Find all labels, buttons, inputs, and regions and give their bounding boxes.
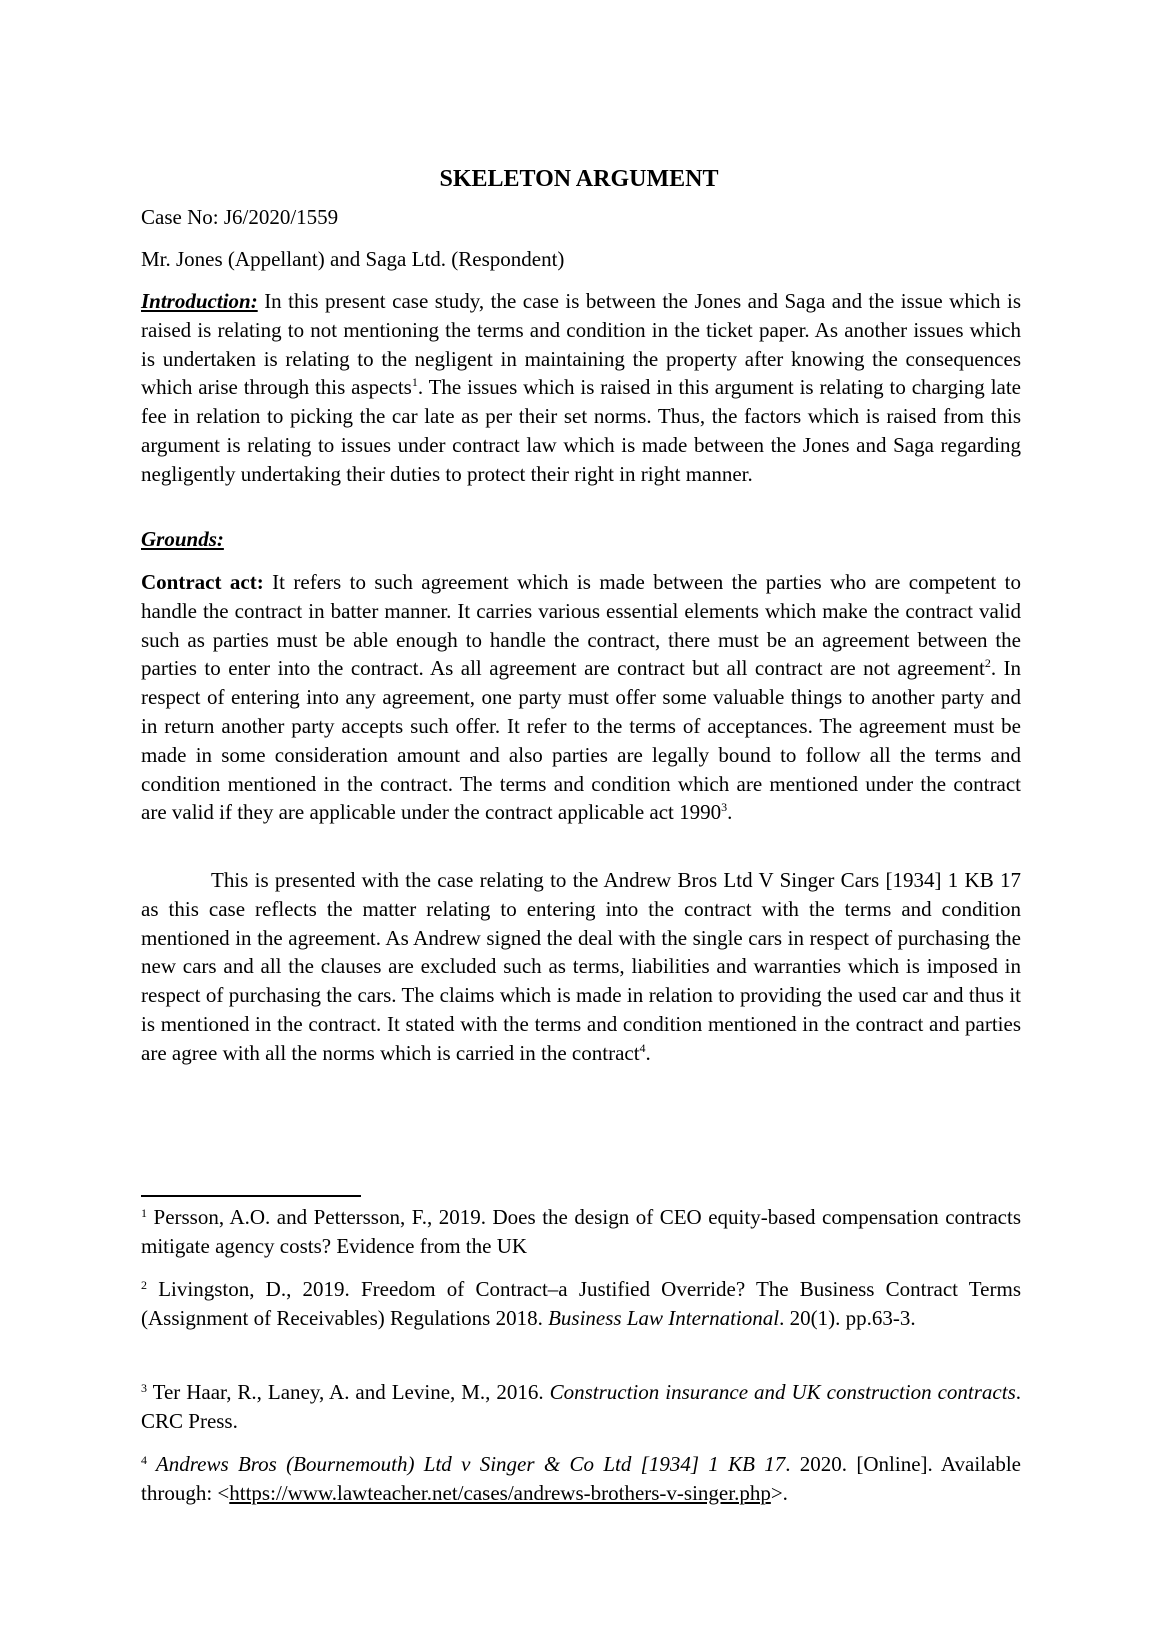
case-paragraph-end: . xyxy=(645,1040,651,1065)
case-paragraph-text: This is presented with the case relating to the Andrew Bros Ltd V Singer Cars [1934] 1 KB 17 as this case reflects the matter relating to entering into the contract with the terms and condition mentioned in the agreement. As Andrew signed the deal with the single cars in respect of purchasing the new cars and all the clauses are excluded such as terms, liabilities and warranties which is imposed in respect of purchasing the cars. The claims which is made in relation to providing the used car and thus it is mentioned in the contract. It stated with the terms and condition mentioned in the contract and parties are agree with all the norms which is carried in the contract xyxy=(141,868,1021,1065)
footnote-number-2: 2 xyxy=(141,1278,147,1292)
footnote-ref-4[interactable]: 4 xyxy=(639,1040,646,1055)
footnote-1 xyxy=(141,1203,1021,1261)
footnote-3 xyxy=(141,1378,1021,1436)
document-title: SKELETON ARGUMENT xyxy=(439,166,719,192)
grounds-label: Grounds: xyxy=(141,527,224,551)
footnote-ref-1[interactable]: 1 xyxy=(411,375,418,390)
footnote-4-text-b: >. xyxy=(770,1481,788,1505)
footnote-4-text-a: . 2020. [Online]. Available through: < xyxy=(141,1452,1021,1505)
footnote-ref-2[interactable]: 2 xyxy=(984,656,991,671)
introduction-text-b: . The issues which is raised in this argument is relating to charging late fee in relation to picking the car late as per their set norms. Thus, the factors which is raised from this argument is relating to issues under contract law which is made between the Jones and Saga regarding negligently undertaking their duties to protect their right in right manner. xyxy=(141,375,1021,486)
case-number: Case No: J6/2020/1559 xyxy=(141,205,339,229)
footnote-2-text-a: Livingston, D., 2019. Freedom of Contract–a Justified Override? The Business Contract Terms (Assignment of Receivables) Regulations 2018. xyxy=(141,1277,1021,1330)
footnote-2 xyxy=(141,1275,1021,1333)
contract-act-text-a: It refers to such agreement which is made between the parties who are competent to handle the contract in batter manner. It carries various essential elements which make the contract valid such as parties must be able enough to handle the contract, there must be an agreement between the parties to enter into the contract. As all agreement are contract but all contract are not agreement xyxy=(141,570,1021,681)
footnote-number-1: 1 xyxy=(141,1206,147,1220)
introduction-text-a: In this present case study, the case is between the Jones and Saga and the issue which is raised is relating to not mentioning the terms and condition in the ticket paper. As another issues which is undertaken is relating to the negligent in maintaining the property after knowing the consequences which arise through this aspects xyxy=(141,289,1021,400)
footnote-3-text-a: Ter Haar, R., Laney, A. and Levine, M., 2016. xyxy=(147,1380,550,1404)
contract-act-paragraph xyxy=(141,568,1021,827)
footnote-4-link[interactable]: https://www.lawteacher.net/cases/andrews-brothers-v-singer.php xyxy=(229,1481,771,1505)
footnote-3-text-b: . CRC Press. xyxy=(141,1380,1021,1433)
footnote-2-journal: Business Law International xyxy=(548,1306,780,1330)
introduction-paragraph xyxy=(141,287,1021,489)
parties-line: Mr. Jones (Appellant) and Saga Ltd. (Respondent) xyxy=(141,247,565,271)
footnote-separator xyxy=(141,1195,361,1197)
footnote-4-case-title: Andrews Bros (Bournemouth) Ltd v Singer & Co Ltd [1934] 1 KB 17 xyxy=(147,1452,786,1476)
footnote-3-book-title: Construction insurance and UK construction contracts xyxy=(549,1380,1016,1404)
footnote-number-4: 4 xyxy=(141,1453,147,1467)
footnote-1-text: Persson, A.O. and Pettersson, F., 2019. Does the design of CEO equity-based compensation contracts mitigate agency costs? Evidence from the UK xyxy=(141,1205,1021,1258)
footnote-number-3: 3 xyxy=(141,1381,147,1395)
footnote-4 xyxy=(141,1450,1021,1508)
footnote-ref-3[interactable]: 3 xyxy=(721,800,728,815)
grounds-heading xyxy=(141,525,1021,554)
contract-act-text-b: . In respect of entering into any agreement, one party must offer some valuable things to another party and in return another party accepts such offer. It refer to the terms of acceptances. The agreement must be made in some consideration amount and also parties are legally bound to follow all the terms and condition mentioned in the contract. The terms and condition which are mentioned under the contract are valid if they are applicable under the contract applicable act 1990 xyxy=(141,656,1021,825)
case-paragraph xyxy=(141,866,1021,1068)
contract-act-text-c: . xyxy=(727,800,733,825)
contract-act-label: Contract act: xyxy=(141,570,264,594)
footnote-2-text-b: . 20(1). pp.63-3. xyxy=(779,1306,916,1330)
introduction-label: Introduction: xyxy=(141,289,258,313)
